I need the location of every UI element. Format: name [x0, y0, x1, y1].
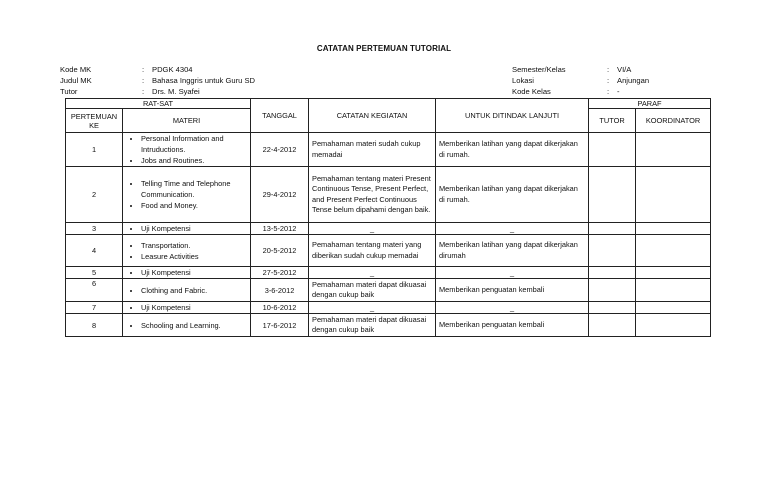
materi-item: • Clothing and Fabric.: [141, 285, 247, 296]
table-row: [66, 133, 711, 167]
cell-tanggal: 20-5-2012: [251, 235, 309, 267]
info-key: Kode Kelas: [512, 87, 551, 96]
cell-tindak-lanjut: _: [436, 302, 589, 314]
cell-pertemuan: 2: [66, 167, 123, 223]
materi-item: • Uji Kompetensi: [141, 302, 247, 313]
cell-paraf-tutor: [589, 314, 636, 337]
table-row: [66, 235, 711, 267]
cell-paraf-koordinator: [636, 302, 711, 314]
cell-materi: [123, 267, 251, 279]
info-key: Semester/Kelas: [512, 65, 566, 74]
tutorial-table: [65, 98, 711, 337]
info-value: Drs. M. Syafei: [152, 87, 200, 96]
header-tanggal: TANGGAL: [251, 99, 309, 133]
cell-tanggal: 17-6-2012: [251, 314, 309, 337]
header-tindak-lanjut: UNTUK DITINDAK LANJUTI: [436, 99, 589, 133]
info-row-kode-mk: [60, 64, 255, 75]
cell-kegiatan: Pemahaman tentang materi yang diberikan sudah cukup memadai: [309, 235, 436, 267]
info-value: PDGK 4304: [152, 65, 193, 74]
info-row-semester: [512, 64, 649, 75]
materi-item: • Uji Kompetensi: [141, 267, 247, 278]
info-value: Anjungan: [617, 76, 650, 85]
info-separator: :: [607, 76, 610, 85]
info-key: Tutor: [60, 87, 78, 96]
cell-kegiatan: _: [309, 267, 436, 279]
cell-paraf-koordinator: [636, 133, 711, 167]
materi-item: • Personal Information and Intruductions.: [141, 133, 247, 155]
table-row: [66, 167, 711, 223]
info-row-judul-mk: [60, 75, 255, 86]
cell-tindak-lanjut: _: [436, 267, 589, 279]
class-info: [512, 64, 649, 97]
cell-pertemuan: 5: [66, 267, 123, 279]
table-row: [66, 223, 711, 235]
cell-tanggal: 27-5-2012: [251, 267, 309, 279]
cell-paraf-koordinator: [636, 223, 711, 235]
cell-paraf-tutor: [589, 223, 636, 235]
cell-tindak-lanjut: _: [436, 223, 589, 235]
cell-pertemuan: 8: [66, 314, 123, 337]
cell-kegiatan: _: [309, 223, 436, 235]
cell-paraf-tutor: [589, 133, 636, 167]
info-row-kode-kelas: [512, 86, 649, 97]
info-value: VI/A: [617, 65, 632, 74]
materi-item: • Food and Money.: [141, 200, 247, 211]
cell-materi: [123, 133, 251, 167]
cell-materi: [123, 302, 251, 314]
cell-paraf-tutor: [589, 167, 636, 223]
header-tutor: TUTOR: [589, 109, 636, 133]
cell-tindak-lanjut: Memberikan latihan yang dapat dikerjakan di rumah.: [436, 133, 589, 167]
cell-tanggal: 13-5-2012: [251, 223, 309, 235]
cell-pertemuan: 6: [66, 279, 123, 302]
table-row: [66, 279, 711, 302]
info-separator: :: [142, 65, 145, 74]
table-row: [66, 267, 711, 279]
info-value: -: [617, 87, 620, 96]
cell-kegiatan: Pemahaman materi dapat dikuasai dengan cukup baik: [309, 279, 436, 302]
cell-paraf-koordinator: [636, 279, 711, 302]
info-row-lokasi: [512, 75, 649, 86]
info-separator: :: [607, 87, 610, 96]
cell-materi: [123, 235, 251, 267]
cell-kegiatan: Pemahaman materi sudah cukup memadai: [309, 133, 436, 167]
table-row: [66, 314, 711, 337]
cell-materi: [123, 167, 251, 223]
info-key: Kode MK: [60, 65, 92, 74]
cell-tanggal: 3-6-2012: [251, 279, 309, 302]
cell-tindak-lanjut: Memberikan penguatan kembali: [436, 314, 589, 337]
materi-item: • Telling Time and Telephone Communication.: [141, 178, 247, 200]
materi-item: • Schooling and Learning.: [141, 320, 247, 331]
cell-paraf-koordinator: [636, 314, 711, 337]
info-separator: :: [142, 76, 145, 85]
cell-pertemuan: 4: [66, 235, 123, 267]
materi-item: • Uji Kompetensi: [141, 223, 247, 234]
cell-kegiatan: Pemahaman tentang materi Present Continuous Tense, Present Perfect, and Present Perfect Continuous Tense belum dipahami dengan baik.: [309, 167, 436, 223]
cell-tindak-lanjut: Memberikan latihan yang dapat dikerjakan dirumah: [436, 235, 589, 267]
cell-paraf-tutor: [589, 279, 636, 302]
cell-tindak-lanjut: Memberikan latihan yang dapat dikerjakan di rumah.: [436, 167, 589, 223]
info-key: Lokasi: [512, 76, 534, 85]
cell-paraf-koordinator: [636, 267, 711, 279]
cell-paraf-koordinator: [636, 235, 711, 267]
cell-paraf-koordinator: [636, 167, 711, 223]
cell-tanggal: 22-4-2012: [251, 133, 309, 167]
header-materi: MATERI: [123, 109, 251, 133]
cell-paraf-tutor: [589, 235, 636, 267]
header-rat-sat: RAT-SAT: [66, 99, 251, 109]
materi-item: • Leasure Activities: [141, 251, 247, 262]
header-koordinator: KOORDINATOR: [636, 109, 711, 133]
info-key: Judul MK: [60, 76, 92, 85]
document-title: CATATAN PERTEMUAN TUTORIAL: [316, 44, 452, 53]
cell-materi: [123, 314, 251, 337]
header-catatan-kegiatan: CATATAN KEGIATAN: [309, 99, 436, 133]
info-separator: :: [607, 65, 610, 74]
cell-materi: [123, 279, 251, 302]
materi-item: • Jobs and Routines.: [141, 155, 247, 166]
cell-materi: [123, 223, 251, 235]
course-info: [60, 64, 255, 97]
cell-paraf-tutor: [589, 302, 636, 314]
info-separator: :: [142, 87, 145, 96]
cell-pertemuan: 3: [66, 223, 123, 235]
cell-pertemuan: 1: [66, 133, 123, 167]
cell-tanggal: 29-4-2012: [251, 167, 309, 223]
cell-kegiatan: Pemahaman materi dapat dikuasai dengan cukup baik: [309, 314, 436, 337]
cell-tindak-lanjut: Memberikan penguatan kembali: [436, 279, 589, 302]
info-value: Bahasa Inggris untuk Guru SD: [152, 76, 255, 85]
table-row: [66, 302, 711, 314]
header-paraf: PARAF: [589, 99, 711, 109]
info-row-tutor: [60, 86, 255, 97]
cell-pertemuan: 7: [66, 302, 123, 314]
materi-item: • Transportation.: [141, 240, 247, 251]
cell-kegiatan: _: [309, 302, 436, 314]
cell-tanggal: 10-6-2012: [251, 302, 309, 314]
cell-paraf-tutor: [589, 267, 636, 279]
header-pertemuan: PERTEMUAN KE: [66, 109, 123, 133]
